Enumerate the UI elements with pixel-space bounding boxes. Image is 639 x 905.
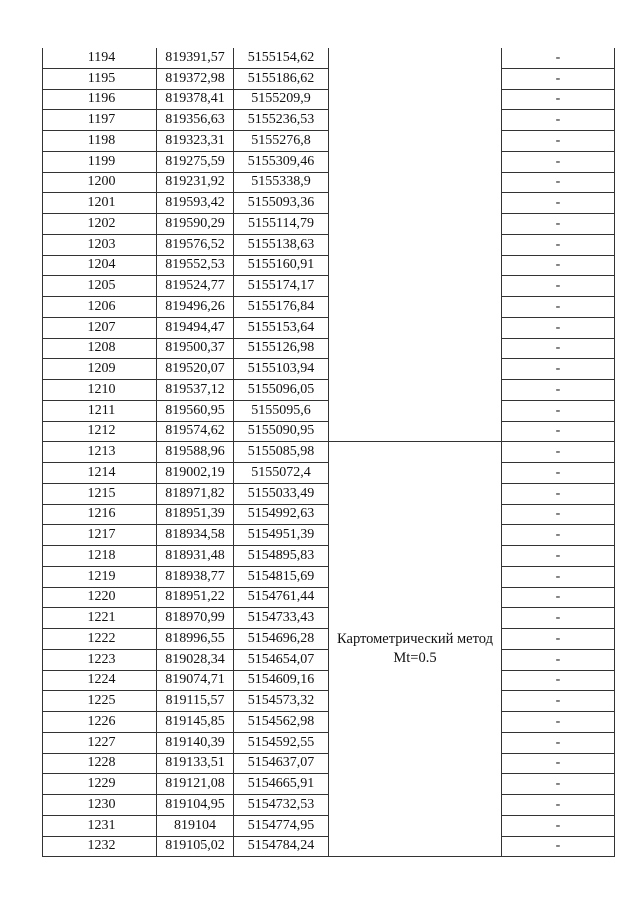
- x-coordinate-cell: 819323,31: [157, 131, 234, 152]
- x-coordinate-cell: 819520,07: [157, 359, 234, 380]
- coordinates-table-body: [43, 48, 615, 857]
- note-cell: -: [502, 276, 615, 297]
- point-number-cell: 1198: [43, 131, 157, 152]
- method-name: Картометрический метод: [337, 631, 493, 648]
- y-coordinate-cell: 5154609,16: [234, 670, 329, 691]
- y-coordinate-cell: 5154637,07: [234, 753, 329, 774]
- point-number-cell: 1207: [43, 317, 157, 338]
- point-number-cell: 1217: [43, 525, 157, 546]
- note-cell: -: [502, 732, 615, 753]
- y-coordinate-cell: 5154761,44: [234, 587, 329, 608]
- note-cell: -: [502, 193, 615, 214]
- x-coordinate-cell: 819115,57: [157, 691, 234, 712]
- point-number-cell: 1211: [43, 400, 157, 421]
- x-coordinate-cell: 819372,98: [157, 68, 234, 89]
- point-number-cell: 1220: [43, 587, 157, 608]
- point-number-cell: 1218: [43, 546, 157, 567]
- note-cell: -: [502, 691, 615, 712]
- note-cell: -: [502, 587, 615, 608]
- point-number-cell: 1219: [43, 566, 157, 587]
- point-number-cell: 1221: [43, 608, 157, 629]
- y-coordinate-cell: 5154654,07: [234, 649, 329, 670]
- note-cell: -: [502, 483, 615, 504]
- note-cell: -: [502, 359, 615, 380]
- x-coordinate-cell: 819074,71: [157, 670, 234, 691]
- x-coordinate-cell: 819121,08: [157, 774, 234, 795]
- note-cell: -: [502, 421, 615, 442]
- y-coordinate-cell: 5154815,69: [234, 566, 329, 587]
- coordinates-table: [42, 48, 615, 857]
- note-cell: -: [502, 836, 615, 857]
- y-coordinate-cell: 5154592,55: [234, 732, 329, 753]
- note-cell: -: [502, 89, 615, 110]
- point-number-cell: 1208: [43, 338, 157, 359]
- point-number-cell: 1231: [43, 815, 157, 836]
- y-coordinate-cell: 5154732,53: [234, 795, 329, 816]
- point-number-cell: 1216: [43, 504, 157, 525]
- note-cell: -: [502, 255, 615, 276]
- method-cell: [329, 48, 502, 442]
- x-coordinate-cell: 819133,51: [157, 753, 234, 774]
- note-cell: -: [502, 110, 615, 131]
- point-number-cell: 1215: [43, 483, 157, 504]
- point-number-cell: 1224: [43, 670, 157, 691]
- point-number-cell: 1201: [43, 193, 157, 214]
- note-cell: -: [502, 317, 615, 338]
- y-coordinate-cell: 5155103,94: [234, 359, 329, 380]
- table-row: [43, 48, 615, 68]
- y-coordinate-cell: 5155176,84: [234, 297, 329, 318]
- point-number-cell: 1195: [43, 68, 157, 89]
- y-coordinate-cell: 5155114,79: [234, 214, 329, 235]
- point-number-cell: 1226: [43, 712, 157, 733]
- x-coordinate-cell: 819588,96: [157, 442, 234, 463]
- x-coordinate-cell: 819590,29: [157, 214, 234, 235]
- point-number-cell: 1206: [43, 297, 157, 318]
- x-coordinate-cell: 819524,77: [157, 276, 234, 297]
- point-number-cell: 1194: [43, 48, 157, 68]
- x-coordinate-cell: 819145,85: [157, 712, 234, 733]
- point-number-cell: 1227: [43, 732, 157, 753]
- point-number-cell: 1232: [43, 836, 157, 857]
- note-cell: -: [502, 629, 615, 650]
- y-coordinate-cell: 5154774,95: [234, 815, 329, 836]
- x-coordinate-cell: 818938,77: [157, 566, 234, 587]
- y-coordinate-cell: 5154992,63: [234, 504, 329, 525]
- note-cell: -: [502, 172, 615, 193]
- x-coordinate-cell: 818951,22: [157, 587, 234, 608]
- note-cell: -: [502, 463, 615, 484]
- x-coordinate-cell: 819552,53: [157, 255, 234, 276]
- x-coordinate-cell: 819231,92: [157, 172, 234, 193]
- note-cell: -: [502, 712, 615, 733]
- note-cell: -: [502, 442, 615, 463]
- y-coordinate-cell: 5154562,98: [234, 712, 329, 733]
- x-coordinate-cell: 819104,95: [157, 795, 234, 816]
- point-number-cell: 1199: [43, 151, 157, 172]
- x-coordinate-cell: 818951,39: [157, 504, 234, 525]
- note-cell: -: [502, 546, 615, 567]
- point-number-cell: 1196: [43, 89, 157, 110]
- y-coordinate-cell: 5154573,32: [234, 691, 329, 712]
- y-coordinate-cell: 5154895,83: [234, 546, 329, 567]
- y-coordinate-cell: 5155138,63: [234, 234, 329, 255]
- point-number-cell: 1229: [43, 774, 157, 795]
- note-cell: -: [502, 297, 615, 318]
- y-coordinate-cell: 5155096,05: [234, 380, 329, 401]
- note-cell: -: [502, 795, 615, 816]
- x-coordinate-cell: 819500,37: [157, 338, 234, 359]
- x-coordinate-cell: 819105,02: [157, 836, 234, 857]
- point-number-cell: 1205: [43, 276, 157, 297]
- y-coordinate-cell: 5155126,98: [234, 338, 329, 359]
- note-cell: -: [502, 774, 615, 795]
- y-coordinate-cell: 5155033,49: [234, 483, 329, 504]
- point-number-cell: 1197: [43, 110, 157, 131]
- method-cell: [329, 442, 502, 857]
- note-cell: -: [502, 48, 615, 68]
- y-coordinate-cell: 5155309,46: [234, 151, 329, 172]
- x-coordinate-cell: 819593,42: [157, 193, 234, 214]
- point-number-cell: 1214: [43, 463, 157, 484]
- point-number-cell: 1203: [43, 234, 157, 255]
- y-coordinate-cell: 5154696,28: [234, 629, 329, 650]
- x-coordinate-cell: 819576,52: [157, 234, 234, 255]
- x-coordinate-cell: 818996,55: [157, 629, 234, 650]
- note-cell: -: [502, 670, 615, 691]
- x-coordinate-cell: 819537,12: [157, 380, 234, 401]
- note-cell: -: [502, 131, 615, 152]
- note-cell: -: [502, 815, 615, 836]
- note-cell: -: [502, 649, 615, 670]
- point-number-cell: 1230: [43, 795, 157, 816]
- y-coordinate-cell: 5155174,17: [234, 276, 329, 297]
- y-coordinate-cell: 5155160,91: [234, 255, 329, 276]
- y-coordinate-cell: 5154665,91: [234, 774, 329, 795]
- note-cell: -: [502, 608, 615, 629]
- point-number-cell: 1228: [43, 753, 157, 774]
- y-coordinate-cell: 5154951,39: [234, 525, 329, 546]
- x-coordinate-cell: 819494,47: [157, 317, 234, 338]
- x-coordinate-cell: 819574,62: [157, 421, 234, 442]
- note-cell: -: [502, 504, 615, 525]
- x-coordinate-cell: 819356,63: [157, 110, 234, 131]
- point-number-cell: 1223: [43, 649, 157, 670]
- note-cell: -: [502, 68, 615, 89]
- table-row: [43, 442, 615, 463]
- x-coordinate-cell: 818971,82: [157, 483, 234, 504]
- point-number-cell: 1202: [43, 214, 157, 235]
- y-coordinate-cell: 5155276,8: [234, 131, 329, 152]
- point-number-cell: 1225: [43, 691, 157, 712]
- point-number-cell: 1200: [43, 172, 157, 193]
- y-coordinate-cell: 5154733,43: [234, 608, 329, 629]
- y-coordinate-cell: 5155209,9: [234, 89, 329, 110]
- y-coordinate-cell: 5155090,95: [234, 421, 329, 442]
- point-number-cell: 1209: [43, 359, 157, 380]
- point-number-cell: 1222: [43, 629, 157, 650]
- point-number-cell: 1212: [43, 421, 157, 442]
- note-cell: -: [502, 338, 615, 359]
- y-coordinate-cell: 5155236,53: [234, 110, 329, 131]
- point-number-cell: 1210: [43, 380, 157, 401]
- y-coordinate-cell: 5155093,36: [234, 193, 329, 214]
- y-coordinate-cell: 5155153,64: [234, 317, 329, 338]
- y-coordinate-cell: 5154784,24: [234, 836, 329, 857]
- y-coordinate-cell: 5155072,4: [234, 463, 329, 484]
- note-cell: -: [502, 234, 615, 255]
- y-coordinate-cell: 5155085,98: [234, 442, 329, 463]
- x-coordinate-cell: 819496,26: [157, 297, 234, 318]
- note-cell: -: [502, 380, 615, 401]
- x-coordinate-cell: 819104: [157, 815, 234, 836]
- x-coordinate-cell: 818931,48: [157, 546, 234, 567]
- x-coordinate-cell: 819391,57: [157, 48, 234, 68]
- note-cell: -: [502, 214, 615, 235]
- x-coordinate-cell: 818970,99: [157, 608, 234, 629]
- y-coordinate-cell: 5155338,9: [234, 172, 329, 193]
- y-coordinate-cell: 5155154,62: [234, 48, 329, 68]
- point-number-cell: 1213: [43, 442, 157, 463]
- x-coordinate-cell: 818934,58: [157, 525, 234, 546]
- x-coordinate-cell: 819140,39: [157, 732, 234, 753]
- x-coordinate-cell: 819378,41: [157, 89, 234, 110]
- y-coordinate-cell: 5155095,6: [234, 400, 329, 421]
- note-cell: -: [502, 151, 615, 172]
- x-coordinate-cell: 819002,19: [157, 463, 234, 484]
- x-coordinate-cell: 819275,59: [157, 151, 234, 172]
- note-cell: -: [502, 400, 615, 421]
- y-coordinate-cell: 5155186,62: [234, 68, 329, 89]
- note-cell: -: [502, 566, 615, 587]
- x-coordinate-cell: 819028,34: [157, 649, 234, 670]
- point-number-cell: 1204: [43, 255, 157, 276]
- note-cell: -: [502, 753, 615, 774]
- note-cell: -: [502, 525, 615, 546]
- method-accuracy: Mt=0.5: [393, 650, 437, 667]
- x-coordinate-cell: 819560,95: [157, 400, 234, 421]
